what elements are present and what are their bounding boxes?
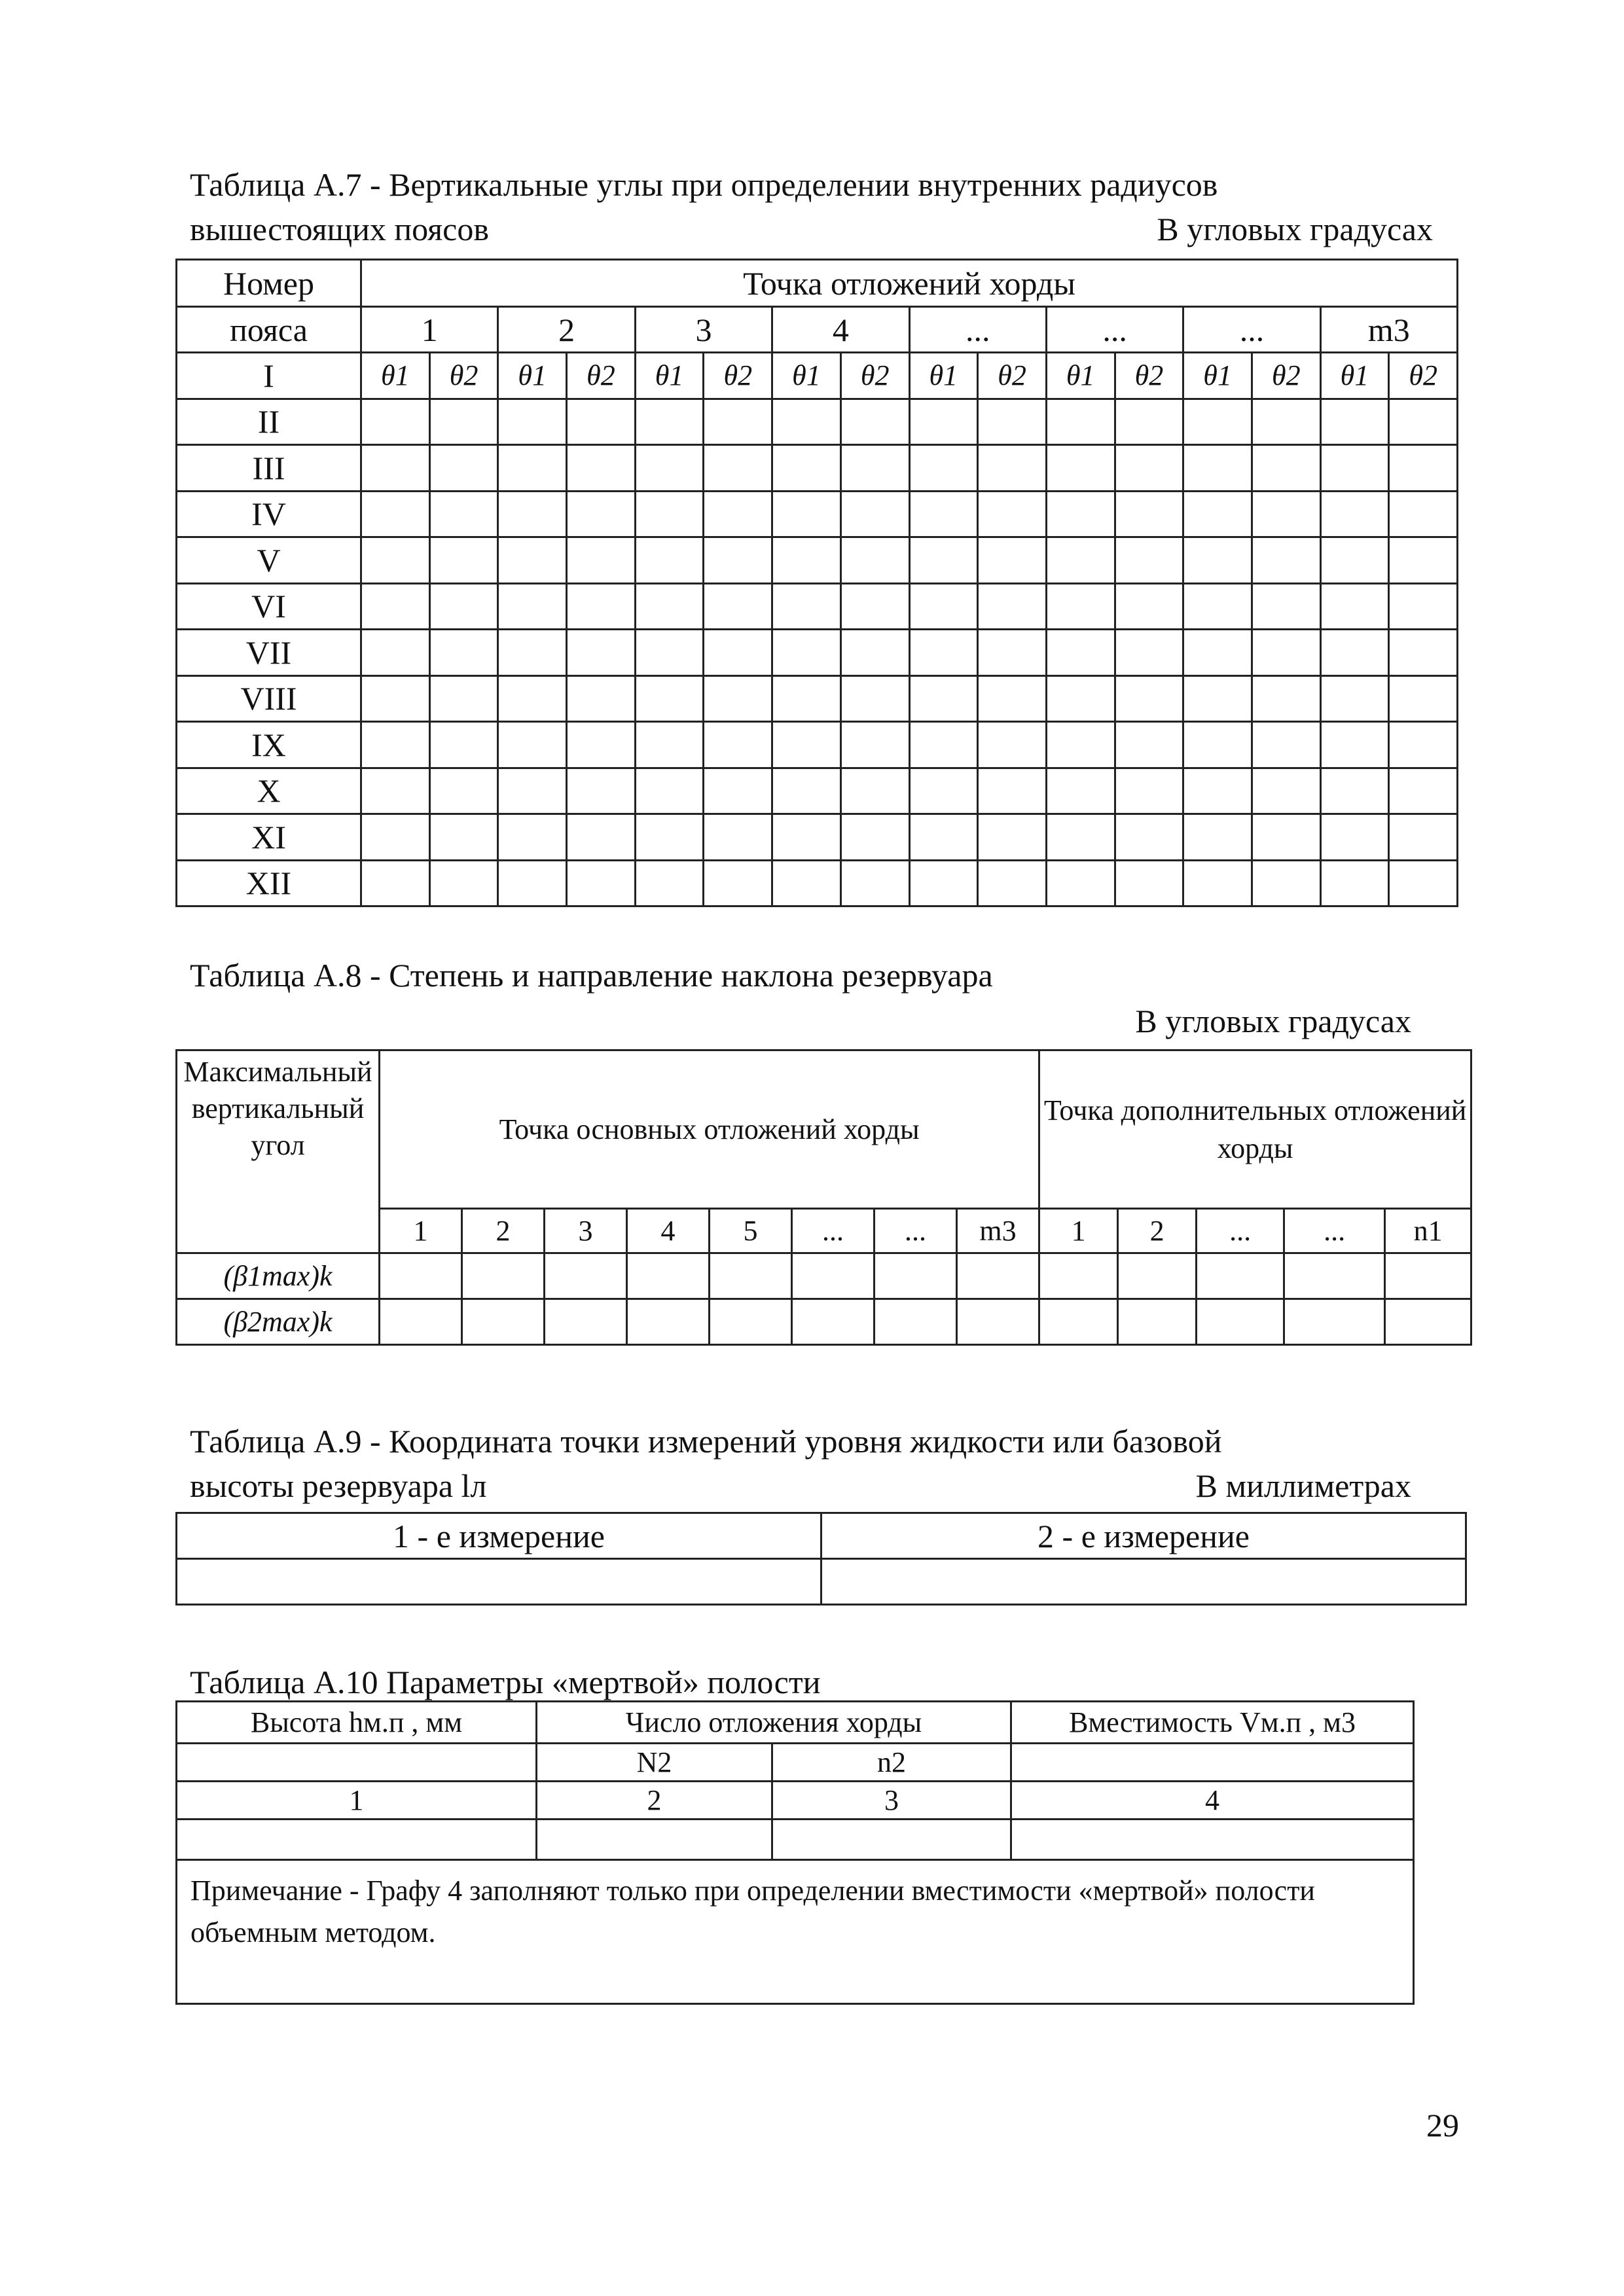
t7-cell — [635, 768, 704, 814]
t7-cell — [1046, 630, 1115, 676]
t7-cell — [772, 399, 841, 445]
t7-cell — [840, 722, 909, 768]
t7-cell — [1046, 722, 1115, 768]
t7-cell — [978, 675, 1047, 722]
t7-cell — [1183, 491, 1252, 537]
t7-cell — [567, 537, 636, 584]
t7-cell — [361, 722, 430, 768]
t7-cell — [1183, 768, 1252, 814]
t7-row-label: VI — [177, 583, 361, 630]
t7-cell — [1320, 445, 1389, 492]
table-a7-caption-line2: вышестоящих поясов — [190, 211, 489, 247]
table-a9-units: В миллиметрах — [1195, 1467, 1411, 1504]
t7-theta2: θ2 — [1252, 353, 1320, 399]
t7-cell — [772, 445, 841, 492]
t7-point-label: m3 — [1320, 307, 1457, 353]
t8-header-angle: Максимальный вертикальный угол — [177, 1050, 380, 1253]
t7-cell — [361, 583, 430, 630]
t7-cell — [1183, 537, 1252, 584]
t7-cell — [498, 537, 567, 584]
t7-theta1: θ1 — [772, 353, 841, 399]
t8-header-main-points: Точка основных отложений хорды — [380, 1050, 1039, 1209]
t7-cell — [704, 491, 772, 537]
t7-cell — [1115, 399, 1183, 445]
t7-cell — [1389, 491, 1458, 537]
t7-cell — [1389, 768, 1458, 814]
t7-cell — [1389, 445, 1458, 492]
t7-cell — [840, 814, 909, 861]
t8-row-beta2 — [177, 1299, 1471, 1345]
t7-cell — [772, 537, 841, 584]
t7-cell — [909, 491, 978, 537]
t7-cell — [1183, 630, 1252, 676]
t7-cell — [909, 583, 978, 630]
t7-cell — [1115, 814, 1183, 861]
t7-cell — [840, 860, 909, 906]
t7-cell — [1252, 722, 1320, 768]
t7-point-label: ... — [1183, 307, 1320, 353]
t7-theta2: θ2 — [429, 353, 498, 399]
t7-cell — [1320, 537, 1389, 584]
t7-cell — [840, 583, 909, 630]
t7-cell — [1183, 583, 1252, 630]
t7-row — [177, 537, 1458, 584]
t7-header-points: Точка отложений хорды — [361, 260, 1458, 307]
t7-row-label: III — [177, 445, 361, 492]
t7-cell — [361, 491, 430, 537]
t7-row — [177, 583, 1458, 630]
t8-extra-point: ... — [1284, 1209, 1385, 1253]
t7-row-label: IV — [177, 491, 361, 537]
t7-row-label: VIII — [177, 675, 361, 722]
t7-cell — [1046, 445, 1115, 492]
t7-cell — [1389, 399, 1458, 445]
t7-point-label: 2 — [498, 307, 635, 353]
t7-row — [177, 353, 1458, 399]
t7-cell — [772, 768, 841, 814]
t7-cell — [1320, 491, 1389, 537]
t7-cell — [1115, 583, 1183, 630]
table-a10-caption: Таблица А.10 Параметры «мертвой» полости — [190, 1664, 821, 1700]
t7-cell — [429, 491, 498, 537]
t7-cell — [635, 630, 704, 676]
t7-cell — [978, 630, 1047, 676]
t7-cell — [498, 722, 567, 768]
t7-cell — [772, 860, 841, 906]
t7-cell — [361, 768, 430, 814]
t7-cell — [1046, 768, 1115, 814]
t7-cell — [635, 675, 704, 722]
t7-cell — [498, 491, 567, 537]
t7-theta2: θ2 — [978, 353, 1047, 399]
t7-cell — [567, 814, 636, 861]
t7-cell — [498, 860, 567, 906]
table-a10 — [175, 1700, 1415, 2005]
t7-row-label: II — [177, 399, 361, 445]
t7-cell — [978, 860, 1047, 906]
t8-main-point: 2 — [462, 1209, 545, 1253]
t7-row-label: XI — [177, 814, 361, 861]
t7-cell — [635, 491, 704, 537]
t7-theta2: θ2 — [1389, 353, 1458, 399]
t7-row — [177, 399, 1458, 445]
t7-cell — [1046, 583, 1115, 630]
t7-theta1: θ1 — [361, 353, 430, 399]
t7-point-label: 1 — [361, 307, 498, 353]
t7-cell — [1389, 583, 1458, 630]
t8-row-label: (β2max)k — [177, 1299, 380, 1345]
t7-cell — [978, 583, 1047, 630]
t7-cell — [704, 860, 772, 906]
t10-col-capacity: Вместимость Vм.п , м3 — [1011, 1702, 1414, 1744]
t7-cell — [1320, 860, 1389, 906]
t7-row-label: X — [177, 768, 361, 814]
t7-cell — [1115, 722, 1183, 768]
t7-theta2: θ2 — [840, 353, 909, 399]
t7-cell — [1115, 445, 1183, 492]
t7-cell — [635, 445, 704, 492]
t7-cell — [704, 399, 772, 445]
table-a7 — [175, 259, 1458, 907]
t7-theta1: θ1 — [1320, 353, 1389, 399]
t8-main-point: 1 — [380, 1209, 462, 1253]
t7-row — [177, 722, 1458, 768]
t7-cell — [567, 445, 636, 492]
t9-value1 — [177, 1559, 821, 1605]
t7-cell — [704, 675, 772, 722]
t7-cell — [704, 445, 772, 492]
t7-cell — [1046, 675, 1115, 722]
t7-theta1: θ1 — [498, 353, 567, 399]
t7-cell — [840, 399, 909, 445]
t10-sub-n2: n2 — [772, 1744, 1011, 1782]
t7-cell — [1046, 491, 1115, 537]
t7-cell — [429, 768, 498, 814]
t7-theta2: θ2 — [1115, 353, 1183, 399]
t7-cell — [1115, 860, 1183, 906]
t7-cell — [1046, 399, 1115, 445]
t10-col-chord: Число отложения хорды — [537, 1702, 1011, 1744]
t7-cell — [429, 630, 498, 676]
t7-row-label: V — [177, 537, 361, 584]
t7-cell — [909, 675, 978, 722]
t7-cell — [909, 814, 978, 861]
t7-row — [177, 814, 1458, 861]
table-a7-caption-line1: Таблица А.7 - Вертикальные углы при определении внутренних радиусов — [190, 166, 1218, 203]
t7-cell — [1320, 768, 1389, 814]
t7-cell — [704, 630, 772, 676]
t7-row — [177, 675, 1458, 722]
t7-cell — [1252, 675, 1320, 722]
t7-cell — [361, 630, 430, 676]
t7-cell — [635, 814, 704, 861]
t7-cell — [635, 583, 704, 630]
t9-col2: 2 - е измерение — [821, 1513, 1466, 1559]
t7-cell — [1046, 814, 1115, 861]
t7-cell — [1115, 675, 1183, 722]
t7-cell — [635, 722, 704, 768]
t7-cell — [1046, 860, 1115, 906]
t10-sub-N2: N2 — [537, 1744, 772, 1782]
t7-cell — [1252, 768, 1320, 814]
t7-cell — [567, 675, 636, 722]
t7-cell — [1183, 675, 1252, 722]
t7-cell — [567, 583, 636, 630]
t7-cell — [1183, 814, 1252, 861]
t7-theta1: θ1 — [1046, 353, 1115, 399]
t7-cell — [429, 583, 498, 630]
t7-cell — [704, 768, 772, 814]
t7-cell — [704, 537, 772, 584]
t7-cell — [840, 768, 909, 814]
t8-extra-point: 2 — [1118, 1209, 1197, 1253]
t7-cell — [498, 445, 567, 492]
t7-cell — [567, 491, 636, 537]
t7-cell — [1252, 630, 1320, 676]
t7-cell — [429, 399, 498, 445]
t7-cell — [1320, 675, 1389, 722]
t8-main-point: 3 — [545, 1209, 627, 1253]
t7-row-label: XII — [177, 860, 361, 906]
t7-point-label: 3 — [635, 307, 772, 353]
t7-cell — [704, 722, 772, 768]
t7-cell — [1320, 583, 1389, 630]
t7-cell — [909, 768, 978, 814]
t8-main-point: 4 — [627, 1209, 710, 1253]
t7-cell — [772, 675, 841, 722]
t7-cell — [498, 399, 567, 445]
t7-row — [177, 860, 1458, 906]
t7-cell — [1115, 491, 1183, 537]
t10-number: 4 — [1011, 1782, 1414, 1820]
t8-row-label: (β1max)k — [177, 1253, 380, 1299]
t8-header-extra-points: Точка дополнительных отложений хорды — [1039, 1050, 1471, 1209]
table-a9 — [175, 1512, 1467, 1605]
t7-cell — [978, 491, 1047, 537]
t7-cell — [772, 630, 841, 676]
t7-cell — [361, 399, 430, 445]
t7-cell — [1389, 722, 1458, 768]
t7-cell — [1115, 537, 1183, 584]
t7-row-label: IX — [177, 722, 361, 768]
t7-cell — [1252, 491, 1320, 537]
t7-point-label: ... — [909, 307, 1046, 353]
t8-main-point: m3 — [957, 1209, 1039, 1253]
t7-cell — [429, 537, 498, 584]
t7-cell — [909, 630, 978, 676]
table-a9-caption-line1: Таблица А.9 - Координата точки измерений уровня жидкости или базовой — [190, 1423, 1222, 1460]
t7-cell — [361, 675, 430, 722]
table-a7-units: В угловых градусах — [1157, 211, 1433, 247]
t8-extra-point: 1 — [1039, 1209, 1118, 1253]
t7-row — [177, 768, 1458, 814]
t9-col1: 1 - е измерение — [177, 1513, 821, 1559]
t7-cell — [772, 722, 841, 768]
t7-cell — [1252, 583, 1320, 630]
table-a8-units: В угловых градусах — [1135, 1003, 1411, 1039]
t7-cell — [1252, 814, 1320, 861]
t7-cell — [1183, 860, 1252, 906]
table-a8-caption: Таблица А.8 - Степень и направление наклона резервуара — [190, 957, 993, 994]
table-a9-caption-line2: высоты резервуара lл — [190, 1467, 487, 1504]
t7-cell — [1320, 630, 1389, 676]
t8-extra-point: n1 — [1385, 1209, 1471, 1253]
t7-cell — [567, 630, 636, 676]
t7-cell — [429, 722, 498, 768]
t7-cell — [978, 814, 1047, 861]
t7-point-label: 4 — [772, 307, 909, 353]
t7-cell — [635, 860, 704, 906]
t7-cell — [1252, 860, 1320, 906]
t7-cell — [361, 445, 430, 492]
t7-cell — [635, 399, 704, 445]
t7-cell — [429, 445, 498, 492]
t7-cell — [1252, 445, 1320, 492]
t7-cell — [772, 491, 841, 537]
t7-cell — [1320, 399, 1389, 445]
t7-cell — [1320, 722, 1389, 768]
t7-cell — [840, 675, 909, 722]
t10-number: 2 — [537, 1782, 772, 1820]
t7-theta1: θ1 — [635, 353, 704, 399]
t7-point-label: ... — [1046, 307, 1183, 353]
t7-cell — [567, 722, 636, 768]
t10-col-height: Высота hм.п , мм — [177, 1702, 537, 1744]
t7-theta1: θ1 — [1183, 353, 1252, 399]
t7-cell — [1115, 768, 1183, 814]
t7-cell — [772, 814, 841, 861]
t7-cell — [429, 814, 498, 861]
t7-cell — [1320, 814, 1389, 861]
t10-note: Примечание - Графу 4 заполняют только при определении вместимости «мертвой» полости объемным методом. — [177, 1860, 1414, 2004]
t7-cell — [840, 630, 909, 676]
t7-cell — [498, 675, 567, 722]
t7-cell — [840, 445, 909, 492]
t7-cell — [840, 491, 909, 537]
t7-cell — [429, 675, 498, 722]
t7-cell — [498, 768, 567, 814]
t7-row-label: I — [177, 353, 361, 399]
t7-cell — [498, 814, 567, 861]
t7-cell — [1252, 537, 1320, 584]
t8-main-point: ... — [792, 1209, 875, 1253]
t7-cell — [1389, 675, 1458, 722]
t7-cell — [1389, 537, 1458, 584]
t7-cell — [1183, 399, 1252, 445]
t7-cell — [1389, 814, 1458, 861]
t7-theta1: θ1 — [909, 353, 978, 399]
t7-cell — [909, 860, 978, 906]
t7-row-label: VII — [177, 630, 361, 676]
t7-cell — [704, 814, 772, 861]
t7-cell — [567, 768, 636, 814]
t7-cell — [909, 399, 978, 445]
t7-cell — [567, 399, 636, 445]
page-number: 29 — [1426, 2107, 1459, 2144]
t8-extra-point: ... — [1197, 1209, 1284, 1253]
t7-cell — [772, 583, 841, 630]
t7-cell — [361, 537, 430, 584]
t7-cell — [498, 583, 567, 630]
t7-cell — [1252, 399, 1320, 445]
t7-theta2: θ2 — [567, 353, 636, 399]
t7-cell — [498, 630, 567, 676]
table-a8 — [175, 1049, 1472, 1346]
t7-cell — [978, 537, 1047, 584]
t9-value2 — [821, 1559, 1466, 1605]
t7-row — [177, 491, 1458, 537]
t10-number: 3 — [772, 1782, 1011, 1820]
t7-cell — [1389, 860, 1458, 906]
t7-cell — [840, 537, 909, 584]
t7-cell — [909, 537, 978, 584]
t8-main-point: 5 — [710, 1209, 792, 1253]
t7-cell — [978, 445, 1047, 492]
t7-cell — [635, 537, 704, 584]
t7-theta2: θ2 — [704, 353, 772, 399]
t7-cell — [1115, 630, 1183, 676]
t7-header-number: Номер — [177, 260, 361, 307]
t7-cell — [361, 814, 430, 861]
t8-row-beta1 — [177, 1253, 1471, 1299]
t7-row — [177, 445, 1458, 492]
t7-cell — [978, 722, 1047, 768]
t7-header-belt: пояса — [177, 307, 361, 353]
t8-main-point: ... — [875, 1209, 957, 1253]
t7-cell — [361, 860, 430, 906]
t7-cell — [978, 399, 1047, 445]
t7-cell — [1389, 630, 1458, 676]
t7-cell — [1046, 537, 1115, 584]
t7-cell — [909, 722, 978, 768]
t10-number: 1 — [177, 1782, 537, 1820]
t7-cell — [429, 860, 498, 906]
t7-cell — [1183, 722, 1252, 768]
t7-row — [177, 630, 1458, 676]
t7-cell — [978, 768, 1047, 814]
t7-cell — [704, 583, 772, 630]
t7-cell — [567, 860, 636, 906]
t7-cell — [909, 445, 978, 492]
t7-cell — [1183, 445, 1252, 492]
